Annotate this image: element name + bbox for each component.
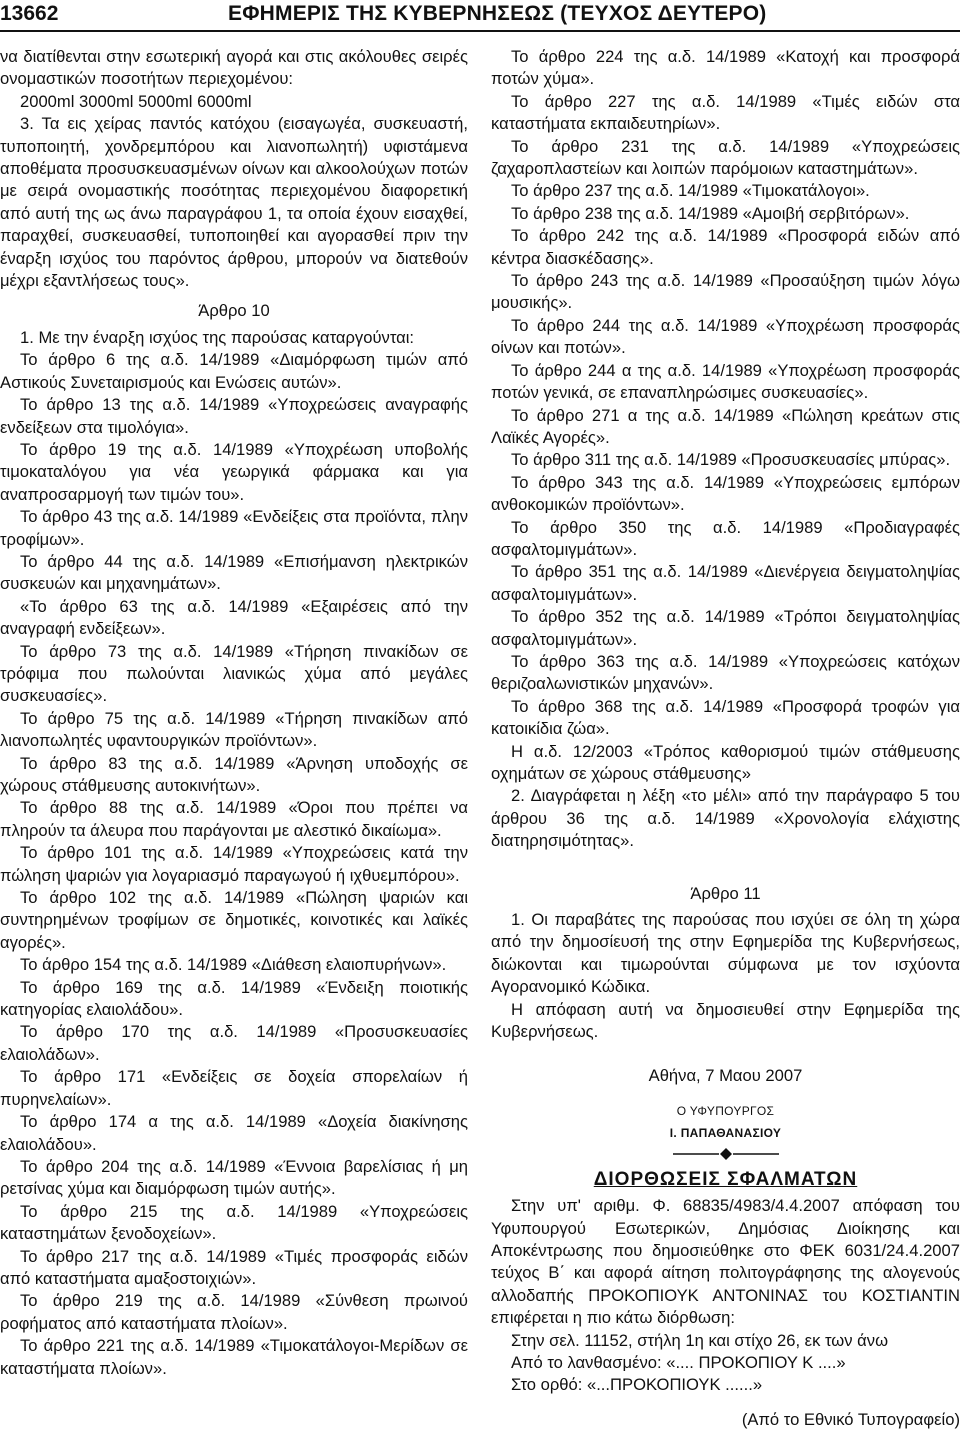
paragraph: Το άρθρο 243 της α.δ. 14/1989 «Προσαύξηση τιμών λόγω μουσικής». [491,271,960,313]
spacer [491,853,960,875]
page-number: 13662 [0,2,59,25]
paragraph: Στην υπ' αριθμ. Φ. 68835/4983/4.4.2007 απόφαση του Υφυπουργού Εσωτερικών, Δημόσιας Διοίκησης και Αποκέντρωσης που δημοσιεύθηκε στο ΦΕΚ 6031/24.4.2007 τεύχος Β΄ και αφορά αίτηση πολιτογράφησης της αλογενούς αλλοδαπής ΠΡΟΚΟΠΙΟΥΚ ΑΝΤΟΝΙΝΑΣ του ΚΟΣΤΙΑΝΤΙΝ επιφέρεται η πιο κάτω διόρθωση: [491,1196,960,1328]
paragraph: Το άρθρο 244 της α.δ. 14/1989 «Υποχρέωση προσφοράς οίνων και ποτών». [491,315,960,358]
paragraph: να διατίθενται στην εσωτερική αγορά και στις ακόλουθες σειρές ονομαστικών ποσοτήτων περιεχομένου: [0,47,468,89]
signatory-name: Ι. ΠΑΠΑΘΑΝΑΣΙΟΥ [669,1126,782,1141]
paragraph: 2. Διαγράφεται η λέξη «το μέλι» από την παράγραφο 5 του άρθρου 36 της α.δ. 14/1989 «Χρονολογία ελάχιστης διατηρησιμότητας». [491,786,960,851]
paragraph: Το άρθρο 6 της α.δ. 14/1989 «Διαμόρφωση τιμών από Αστικούς Συνεταιρισμούς και Ενώσεις αυτών». [0,350,468,392]
paragraph: 3. Τα εις χείρας παντός κατόχου (εισαγωγέα, συσκευαστή, τυποποιητή, χονδρεμπόρου και λιανοπωλητή) υφιστάμενα αποθέματα προσυσκευασμένων οίνων και αλκοολούχων ποτών με σειρά ονομαστικής ποσότητας περιεχομένου διαφορετική από αυτή της ως άνω παραγράφου 1, τα οποία έχουν εισαχθεί, παραχθεί, συσκευασθεί, τυποποιηθεί και αγορασθεί πριν την έναρξη ισχύος του παρόντος άρθρου, μπορούν να διατεθούν μέχρι εξαντλήσεως τους». [0,114,468,291]
paragraph: Το άρθρο 350 της α.δ. 14/1989 «Προδιαγραφές ασφαλτομιγμάτων». [491,517,960,559]
paragraph: Το άρθρο 204 της α.δ. 14/1989 «Έννοια βαρελίσιας ή μη ρετσίνας χύμα και διαμόρφωση τιμών αυτής». [0,1156,468,1199]
paragraph: Το άρθρο 351 της α.δ. 14/1989 «Διενέργεια δειγματοληψίας ασφαλτομιγμάτων». [491,562,960,604]
paragraph: Το άρθρο 363 της α.δ. 14/1989 «Υποχρεώσεις κατόχων θεριζοαλωνιστικών μηχανών». [491,651,960,694]
paragraph: Το άρθρο 217 της α.δ. 14/1989 «Τιμές προσφοράς ειδών από καταστήματα αμαξοστοιχιών». [0,1246,468,1288]
paragraph: Το άρθρο 43 της α.δ. 14/1989 «Ενδείξεις στα προϊόντα, πλην τροφίμων». [0,507,468,549]
paragraph: Το άρθρο 237 της α.δ. 14/1989 «Τιμοκατάλογοι». [511,181,870,201]
paragraph: Το άρθρο 75 της α.δ. 14/1989 «Τήρηση πινακίδων από λιανοπωλητές υφαντουργικών προϊόντων». [0,708,468,751]
right-column [491,46,960,1431]
paragraph: Η απόφαση αυτή να δημοσιευθεί στην Εφημερίδα της Κυβερνήσεως. [491,999,960,1042]
paragraph: Το άρθρο 171 «Ενδείξεις σε δοχεία σπορελαίων ή πυρηνελαίων». [0,1067,468,1109]
paragraph: Το άρθρο 343 της α.δ. 14/1989 «Υποχρεώσεις εμπόρων ανθοκομικών προϊόντων». [491,472,960,515]
date-line: Αθήνα, 7 Μαου 2007 [648,1066,803,1086]
ornament-divider-icon [671,1147,781,1161]
spacer [491,1397,960,1409]
paragraph: Το άρθρο 44 της α.δ. 14/1989 «Επισήμανση ηλεκτρικών συσκευών και μηχανημάτων». [0,551,468,594]
paragraph: Το άρθρο 244 α της α.δ. 14/1989 «Υποχρέωση προσφοράς ποτών γενικά, σε επαναπληρώσιμες συσκευασίες». [491,360,960,403]
paragraph: Το άρθρο 271 α της α.δ. 14/1989 «Πώληση κρεάτων στις Λαϊκές Αγορές». [491,405,960,447]
paragraph: Το άρθρο 231 της α.δ. 14/1989 «Υποχρεώσεις ζαχαροπλαστείων και λοιπών παρόμοιων καταστημάτων». [491,136,960,179]
paragraph: Το άρθρο 227 της α.δ. 14/1989 «Τιμές ειδών στα καταστήματα εκπαιδευτηρίων». [491,91,960,134]
paragraph: Στο ορθό: «...ΠΡΟΚΟΠΙΟΥΚ ......» [511,1375,763,1395]
paragraph: Το άρθρο 101 της α.δ. 14/1989 «Υποχρεώσεις κατά την πώληση ψαριών για λογαριασμό παραγωγού ή ιχθυεμπόρου». [0,843,468,885]
page-header [0,0,960,34]
signatory-title: Ο ΥΦΥΠΟΥΡΓΟΣ [676,1103,775,1118]
paragraph: Το άρθρο 73 της α.δ. 14/1989 «Τήρηση πινακίδων σε τρόφιμα που πωλούνται λιανικώς χύμα από μεγάλες συσκευασίες». [0,641,468,706]
errata-heading: ΔΙΟΡΘΩΣΕΙΣ ΣΦΑΛΜΑΤΩΝ [593,1168,858,1190]
spacer [491,1043,960,1065]
source-note: (Από το Εθνικό Τυπογραφείο) [741,1409,960,1429]
paragraph: Το άρθρο 368 της α.δ. 14/1989 «Προσφορά τροφών για κατοικίδια ζώα». [491,696,960,739]
paragraph: 2000ml 3000ml 5000ml 6000ml [20,91,252,111]
paragraph: Το άρθρο 169 της α.δ. 14/1989 «Ένδειξη ποιοτικής κατηγορίας ελαιολάδου». [0,977,468,1020]
article-heading: Άρθρο 10 [198,301,270,321]
paragraph: 1. Οι παραβάτες της παρούσας που ισχύει σε όλη τη χώρα από την δημοσίευσή της στην Εφημερίδα της Κυβερνήσεως, διώκονται και τιμωρούνται σύμφωνα με τον ισχύοντα Αγορανομικό Κώδικα. [491,910,960,997]
publication-title: ΕΦΗΜΕΡΙΣ ΤΗΣ ΚΥΒΕΡΝΗΣΕΩΣ (ΤΕΥΧΟΣ ΔΕΥΤΕΡΟ) [228,2,767,25]
paragraph: Το άρθρο 102 της α.δ. 14/1989 «Πώληση ψαριών και συντηρημένων τροφίμων σε δημοτικές, κοινοτικές και λαϊκές αγορές». [0,888,468,952]
spacer [491,1088,960,1100]
paragraph: Το άρθρο 221 της α.δ. 14/1989 «Τιμοκατάλογοι-Μερίδων σε καταστήματα πλοίων». [0,1336,468,1378]
paragraph: Η α.δ. 12/2003 «Τρόπος καθορισμού τιμών στάθμευσης οχημάτων σε χώρους στάθμευσης» [491,741,960,783]
paragraph: Από το λανθασμένο: «.... ΠΡΟΚΟΠΙΟΥ Κ ....» [511,1352,846,1372]
paragraph: Το άρθρο 215 της α.δ. 14/1989 «Υποχρεώσεις καταστημάτων ξενοδοχείων». [0,1201,468,1244]
left-column [0,46,468,1380]
paragraph: «Το άρθρο 63 της α.δ. 14/1989 «Εξαιρέσεις από την αναγραφή ενδείξεων». [0,596,468,639]
paragraph: Το άρθρο 154 της α.δ. 14/1989 «Διάθεση ελαιοπυρήνων». [20,955,447,975]
paragraph: Το άρθρο 170 της α.δ. 14/1989 «Προσυσκευασίες ελαιολάδων». [0,1022,468,1064]
paragraph: Το άρθρο 242 της α.δ. 14/1989 «Προσφορά ειδών από κέντρα διασκέδασης». [491,226,960,268]
header-rule [0,30,960,32]
article-heading: Άρθρο 11 [690,883,761,903]
paragraph: Στην σελ. 11152, στήλη 1η και στίχο 26, εκ των άνω [511,1330,889,1350]
paragraph: Το άρθρο 88 της α.δ. 14/1989 «Όροι που πρέπει να πληρούν τα άλευρα που παράγονται με αλεστικό δικαίωμα». [0,798,468,840]
paragraph: 1. Με την έναρξη ισχύος της παρούσας καταργούνται: [20,327,415,347]
paragraph: Το άρθρο 174 α της α.δ. 14/1989 «Δοχεία διακίνησης ελαιολάδου». [0,1112,468,1154]
paragraph: Το άρθρο 311 της α.δ. 14/1989 «Προσυσκευασίες μπύρας». [511,450,951,470]
paragraph: Το άρθρο 19 της α.δ. 14/1989 «Υποχρέωση υποβολής τιμοκαταλόγου για νέα γεωργικά φάρμακα και για αναπροσαρμογή των τιμών του». [0,439,468,504]
paragraph: Το άρθρο 238 της α.δ. 14/1989 «Αμοιβή σερβιτόρων». [511,203,910,223]
paragraph: Το άρθρο 352 της α.δ. 14/1989 «Τρόποι δειγματοληψίας ασφαλτομιγμάτων». [491,607,960,649]
paragraph: Το άρθρο 219 της α.δ. 14/1989 «Σύνθεση πρωινού ροφήματος από καταστήματα πλοίων». [0,1291,468,1333]
paragraph: Το άρθρο 224 της α.δ. 14/1989 «Κατοχή και προσφορά ποτών χύμα». [491,47,960,89]
paragraph: Το άρθρο 83 της α.δ. 14/1989 «Άρνηση υποδοχής σε χώρους στάθμευσης αυτοκινήτων». [0,753,468,795]
paragraph: Το άρθρο 13 της α.δ. 14/1989 «Υποχρεώσεις αναγραφής ενδείξεων στα τιμολόγια». [0,395,468,437]
